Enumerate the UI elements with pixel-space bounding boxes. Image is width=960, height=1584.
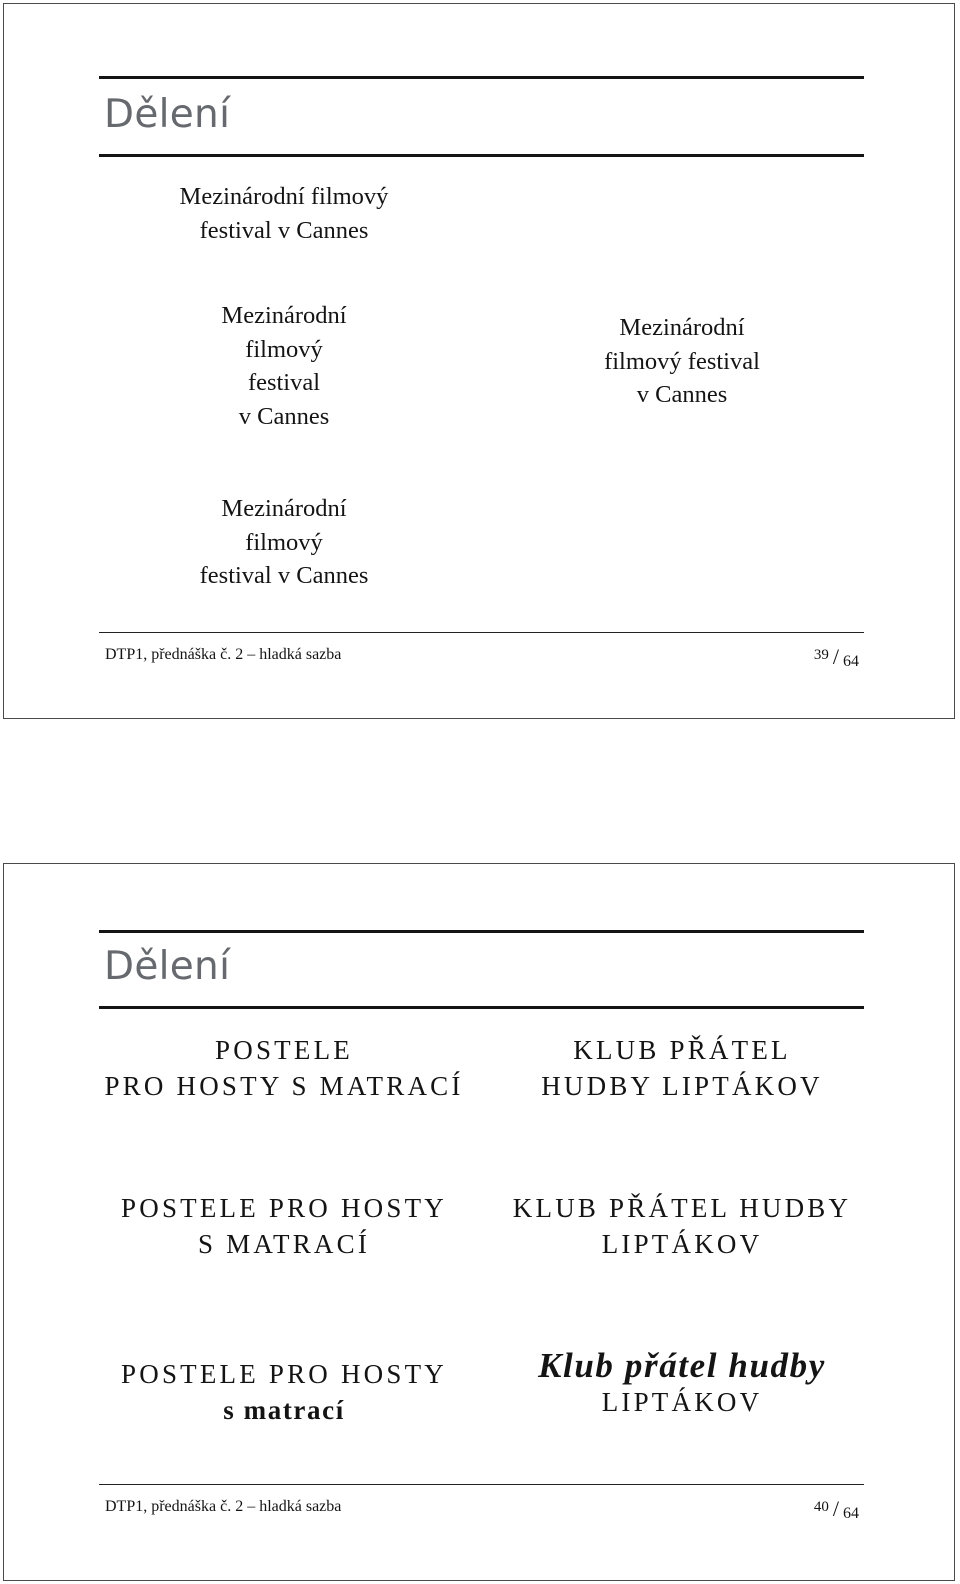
slide-title: Dělení [104, 944, 231, 989]
caps-block-4: KLUB PŘÁTEL HUDBY LIPTÁKOV [512, 1193, 852, 1259]
title-top-rule [99, 76, 864, 79]
page-number: 39 / 64 [813, 644, 859, 670]
title-top-rule [99, 930, 864, 933]
slide-39 [3, 3, 955, 719]
footer-caption: DTP1, přednáška č. 2 – hladká sazba [105, 1498, 342, 1515]
footer-rule [99, 1484, 864, 1485]
slide-title: Dělení [104, 92, 231, 137]
caps-block-5: POSTELE PRO HOSTY s matrací [121, 1359, 447, 1425]
text-block-4: Mezinárodní filmový festival v Cannes [199, 495, 369, 589]
slide-40 [3, 863, 955, 1581]
caps-block-3: POSTELE PRO HOSTY S MATRACÍ [121, 1193, 447, 1259]
title-bottom-rule [99, 154, 864, 157]
caps-block-1: POSTELE PRO HOSTY S MATRACÍ [104, 1035, 464, 1101]
text-block-3: Mezinárodní filmový festival v Cannes [604, 314, 760, 408]
title-bottom-rule [99, 1006, 864, 1009]
text-block-1: Mezinárodní filmový festival v Cannes [179, 183, 389, 244]
caps-block-2: KLUB PŘÁTEL HUDBY LIPTÁKOV [541, 1035, 823, 1101]
text-block-2: Mezinárodní filmový festival v Cannes [221, 302, 347, 430]
footer-caption: DTP1, přednáška č. 2 – hladká sazba [105, 646, 342, 663]
footer-rule [99, 632, 864, 633]
caps-block-6: Klub přátel hudby LIPTÁKOV [538, 1346, 826, 1417]
page-number: 40 / 64 [813, 1496, 859, 1522]
